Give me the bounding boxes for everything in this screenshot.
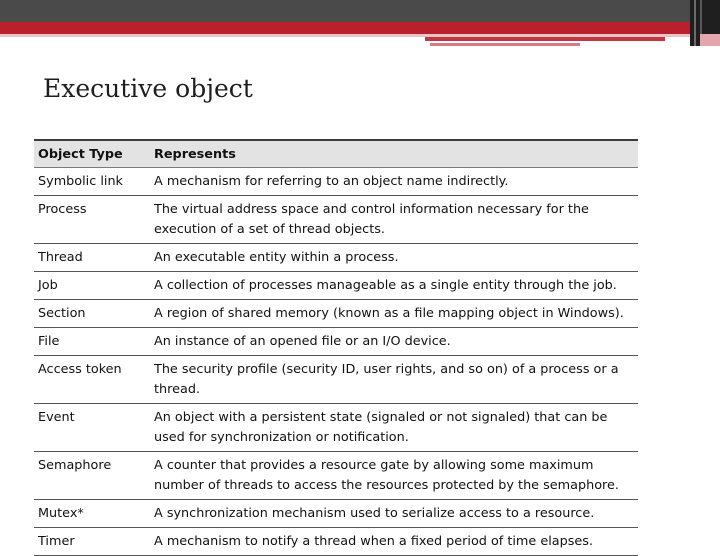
cell-object-type: Symbolic link [34, 168, 150, 196]
table-row [34, 196, 638, 244]
cell-represents: A counter that provides a resource gate by allowing some maximum number of threads to access the resources protected by the semaphore. [150, 452, 638, 500]
table-row [34, 452, 638, 500]
cell-object-type: Process [34, 196, 150, 244]
cell-represents: The security profile (security ID, user rights, and so on) of a process or a thread. [150, 356, 638, 404]
cell-object-type: Job [34, 272, 150, 300]
cell-object-type: File [34, 328, 150, 356]
table-row [34, 500, 638, 528]
cell-object-type: Access token [34, 356, 150, 404]
table-header-row [34, 140, 638, 168]
header-red-band [0, 22, 720, 34]
cell-object-type: Section [34, 300, 150, 328]
header-decoration [0, 0, 720, 50]
cell-represents: An instance of an opened file or an I/O device. [150, 328, 638, 356]
table-row [34, 244, 638, 272]
cell-represents: A region of shared memory (known as a file mapping object in Windows). [150, 300, 638, 328]
cell-object-type: Event [34, 404, 150, 452]
object-type-table [34, 139, 638, 556]
header-represents: Represents [150, 140, 638, 168]
cell-object-type: Thread [34, 244, 150, 272]
cell-object-type: Mutex* [34, 500, 150, 528]
cell-object-type: Semaphore [34, 452, 150, 500]
cell-represents: A mechanism to notify a thread when a fixed period of time elapses. [150, 528, 638, 556]
table-row [34, 404, 638, 452]
cell-represents: A mechanism for referring to an object name indirectly. [150, 168, 638, 196]
table-row [34, 300, 638, 328]
header-object-type: Object Type [34, 140, 150, 168]
header-gray-band [0, 0, 720, 22]
table-row [34, 168, 638, 196]
cell-represents: An executable entity within a process. [150, 244, 638, 272]
slide-title: Executive object [43, 74, 253, 103]
table-row [34, 272, 638, 300]
table-row [34, 356, 638, 404]
table-row [34, 528, 638, 556]
header-corner-accent [700, 34, 720, 46]
header-accent-strip-thin [430, 43, 580, 46]
cell-represents: An object with a persistent state (signaled or not signaled) that can be used for synchronization or notification. [150, 404, 638, 452]
table-row [34, 328, 638, 356]
cell-represents: A synchronization mechanism used to serialize access to a resource. [150, 500, 638, 528]
header-accent-strip [425, 37, 665, 41]
cell-represents: A collection of processes manageable as a single entity through the job. [150, 272, 638, 300]
cell-object-type: Timer [34, 528, 150, 556]
cell-represents: The virtual address space and control information necessary for the execution of a set of thread objects. [150, 196, 638, 244]
